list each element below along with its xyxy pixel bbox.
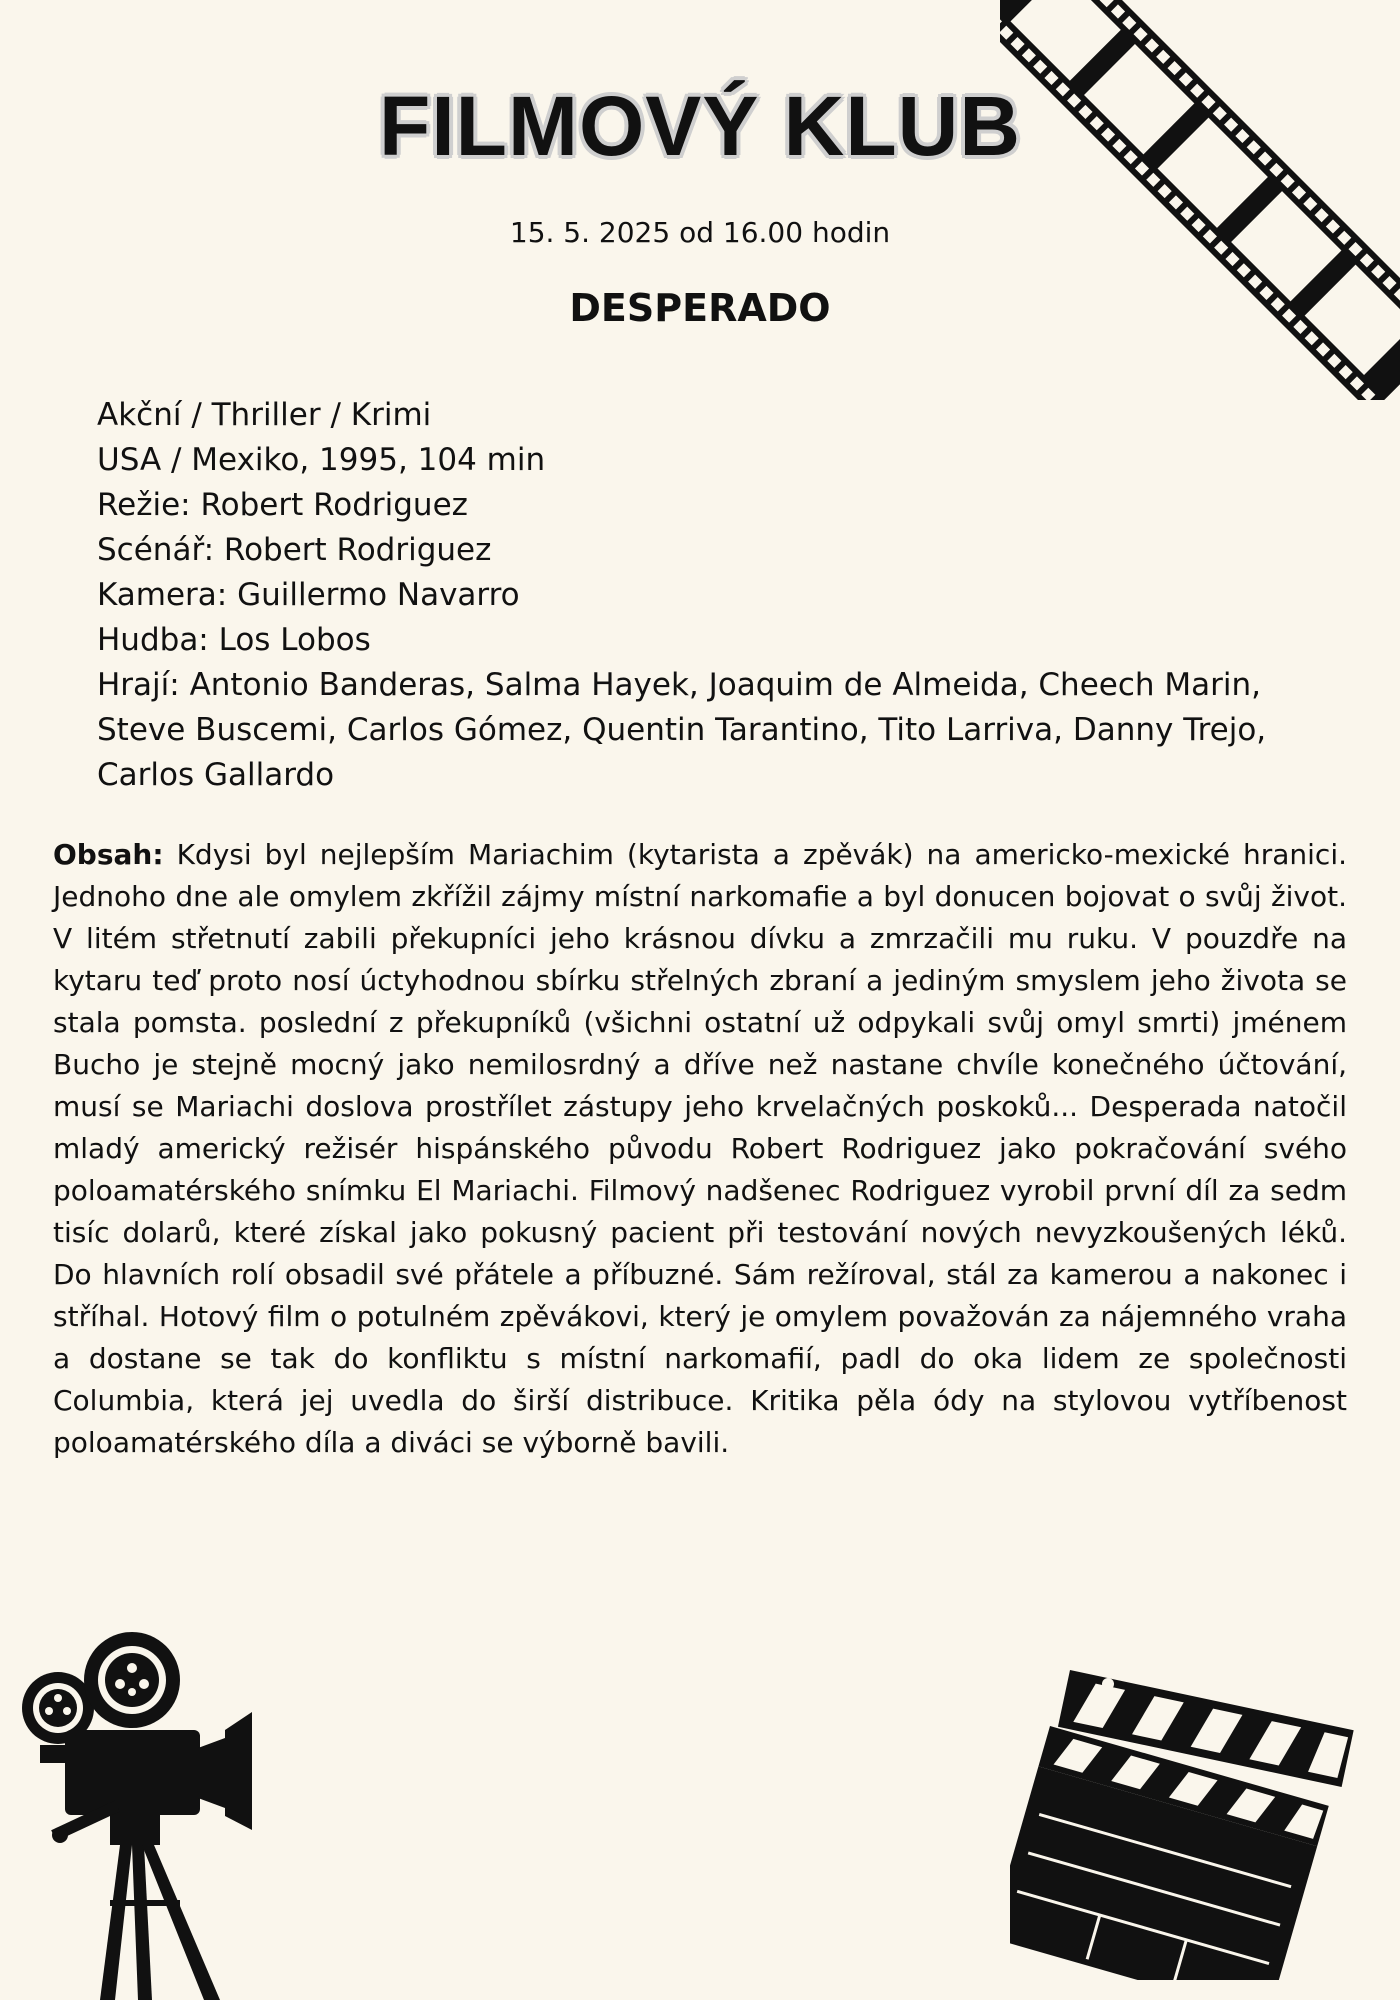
film-info — [97, 393, 1347, 798]
synopsis-label: Obsah: — [53, 838, 164, 871]
film-title: DESPERADO — [569, 286, 831, 330]
film-camera: Kamera: Guillermo Navarro — [97, 577, 520, 613]
film-director: Režie: Robert Rodriguez — [97, 487, 468, 523]
film-cast-line: Steve Buscemi, Carlos Gómez, Quentin Tarantino, Tito Larriva, Danny Trejo, — [97, 712, 1267, 748]
film-origin: USA / Mexiko, 1995, 104 min — [97, 442, 546, 478]
film-cast-line: Hrají: Antonio Banderas, Salma Hayek, Joaquim de Almeida, Cheech Marin, — [97, 667, 1261, 703]
film-screenplay: Scénář: Robert Rodriguez — [97, 532, 492, 568]
clapperboard-icon — [1010, 1660, 1380, 1980]
page-title: FILMOVÝ KLUB — [379, 79, 1021, 173]
film-genre: Akční / Thriller / Krimi — [97, 397, 432, 433]
synopsis-text: Kdysi byl nejlepším Mariachim (kytarista a zpěvák) na americko-mexické hranici. Jednoho dne ale omylem zkřížil zájmy místní narkomafie a byl donucen bojovat o svůj život. V litém střetnutí zabili překupníci jeho krásnou dívku a zmrzačili mu ruku. V pouzdře na kytaru teď proto nosí úctyhodnou sbírku střelných zbraní a jediným smyslem jeho života se stala pomsta. poslední z překupníků (všichni ostatní už odpykali svůj omyl smrti) jménem Bucho je stejně mocný jako nemilosrdný a dříve než nastane chvíle konečného účtování, musí se Mariachi doslova prostřílet zástupy jeho krvelačných poskoků... Desperada natočil mladý americký režisér hispánského původu Robert Rodriguez jako pokračování svého poloamatérského snímku El Mariachi. Filmový nadšenec Rodriguez vyrobil první díl za sedm tisíc dolarů, které získal jako pokusný pacient při testování nových nevyzkoušených léků. Do hlavních rolí obsadil své přátele a příbuzné. Sám režíroval, stál za kamerou a nakonec i stříhal. Hotový film o potulném zpěvákovi, který je omylem považován za nájemného vraha a dostane se tak do konfliktu s místní narkomafií, padl do oka lidem ze společnosti Columbia, která jej uvedla do širší distribuce. Kritika pěla ódy na stylovou vytříbenost poloamatérského díla a diváci se výborně bavili. — [53, 838, 1347, 1459]
synopsis — [53, 834, 1347, 1464]
film-music: Hudba: Los Lobos — [97, 622, 371, 658]
film-cast-line: Carlos Gallardo — [97, 757, 335, 793]
movie-camera-icon — [20, 1630, 280, 2000]
event-date: 15. 5. 2025 od 16.00 hodin — [509, 216, 891, 249]
film-strip-icon — [1000, 0, 1400, 400]
